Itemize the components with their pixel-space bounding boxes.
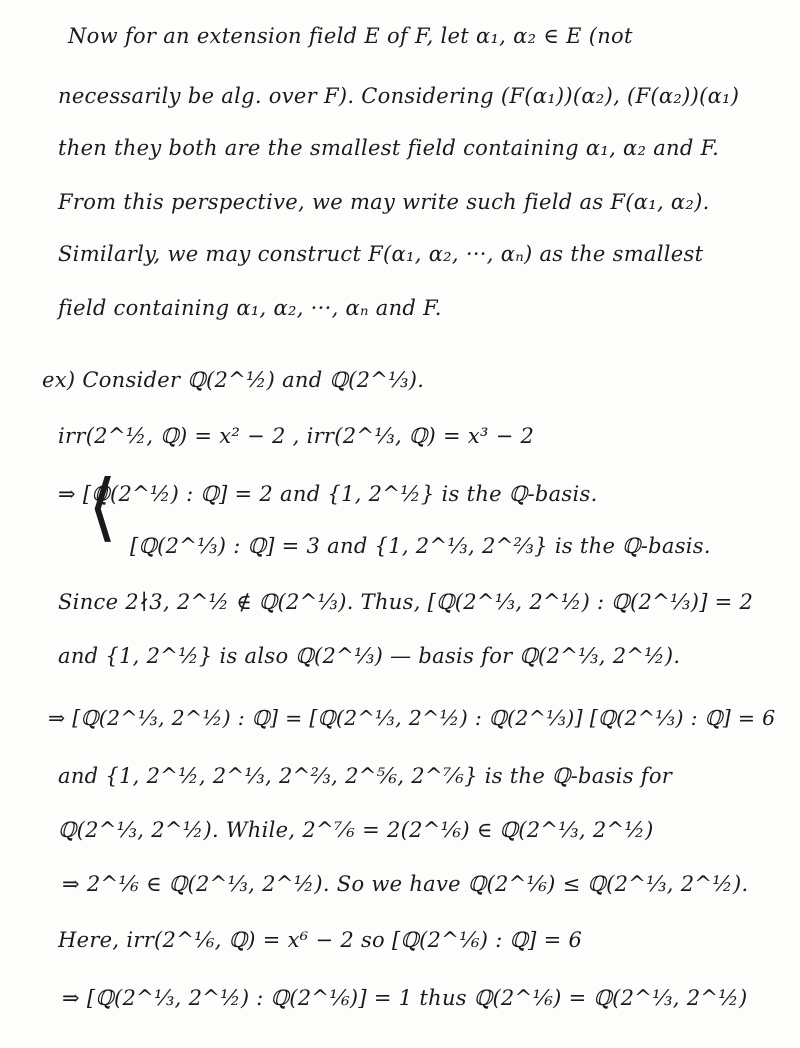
example-heading: ex) Consider ℚ(2^½) and ℚ(2^⅓).: [42, 368, 425, 392]
tower-law-line: ⇒ [ℚ(2^⅓, 2^½) : ℚ] = [ℚ(2^⅓, 2^½) : ℚ(2^⅓)] [ℚ(2^⅓) : ℚ] = 6: [48, 706, 776, 730]
text-line-4: From this perspective, we may write such field as F(α₁, α₂).: [58, 190, 710, 214]
text-line-5: Similarly, we may construct F(α₁, α₂, ···, αₙ) as the smallest: [58, 242, 704, 266]
basis-line: and {1, 2^½} is also ℚ(2^⅓) — basis for ℚ(2^⅓, 2^½).: [58, 644, 681, 668]
degree-line-cube-root: [ℚ(2^⅓) : ℚ] = 3 and {1, 2^⅓, 2^⅔} is the ℚ-basis.: [130, 534, 711, 558]
left-brace: ⟨: [88, 464, 117, 550]
text-line-3: then they both are the smallest field containing α₁, α₂ and F.: [58, 136, 720, 160]
irreducible-polynomials: irr(2^½, ℚ) = x² − 2 , irr(2^⅓, ℚ) = x³ − 2: [58, 424, 535, 448]
conclusion-line: ⇒ [ℚ(2^⅓, 2^½) : ℚ(2^⅙)] = 1 thus ℚ(2^⅙) = ℚ(2^⅓, 2^½): [62, 986, 748, 1010]
degree-line-square-root: ⇒ [ℚ(2^½) : ℚ] = 2 and {1, 2^½} is the ℚ-basis.: [58, 482, 598, 506]
full-basis-line: and {1, 2^½, 2^⅓, 2^⅔, 2^⅚, 2^⁷⁄₆} is the ℚ-basis for: [58, 764, 673, 788]
text-line-6: field containing α₁, α₂, ···, αₙ and F.: [58, 296, 442, 320]
text-line-2: necessarily be alg. over F). Considering (F(α₁))(α₂), (F(α₂))(α₁): [58, 84, 740, 108]
inclusion-line: ⇒ 2^⅙ ∈ ℚ(2^⅓, 2^½). So we have ℚ(2^⅙) ≤ ℚ(2^⅓, 2^½).: [62, 872, 749, 896]
since-line: Since 2∤3, 2^½ ∉ ℚ(2^⅓). Thus, [ℚ(2^⅓, 2^½) : ℚ(2^⅓)] = 2: [58, 590, 754, 614]
irr-sixth-root-line: Here, irr(2^⅙, ℚ) = x⁶ − 2 so [ℚ(2^⅙) : ℚ] = 6: [58, 928, 583, 952]
text-line-1: Now for an extension field E of F, let α₁, α₂ ∈ E (not: [68, 24, 633, 48]
while-line: ℚ(2^⅓, 2^½). While, 2^⁷⁄₆ = 2(2^⅙) ∈ ℚ(2^⅓, 2^½): [58, 818, 654, 842]
